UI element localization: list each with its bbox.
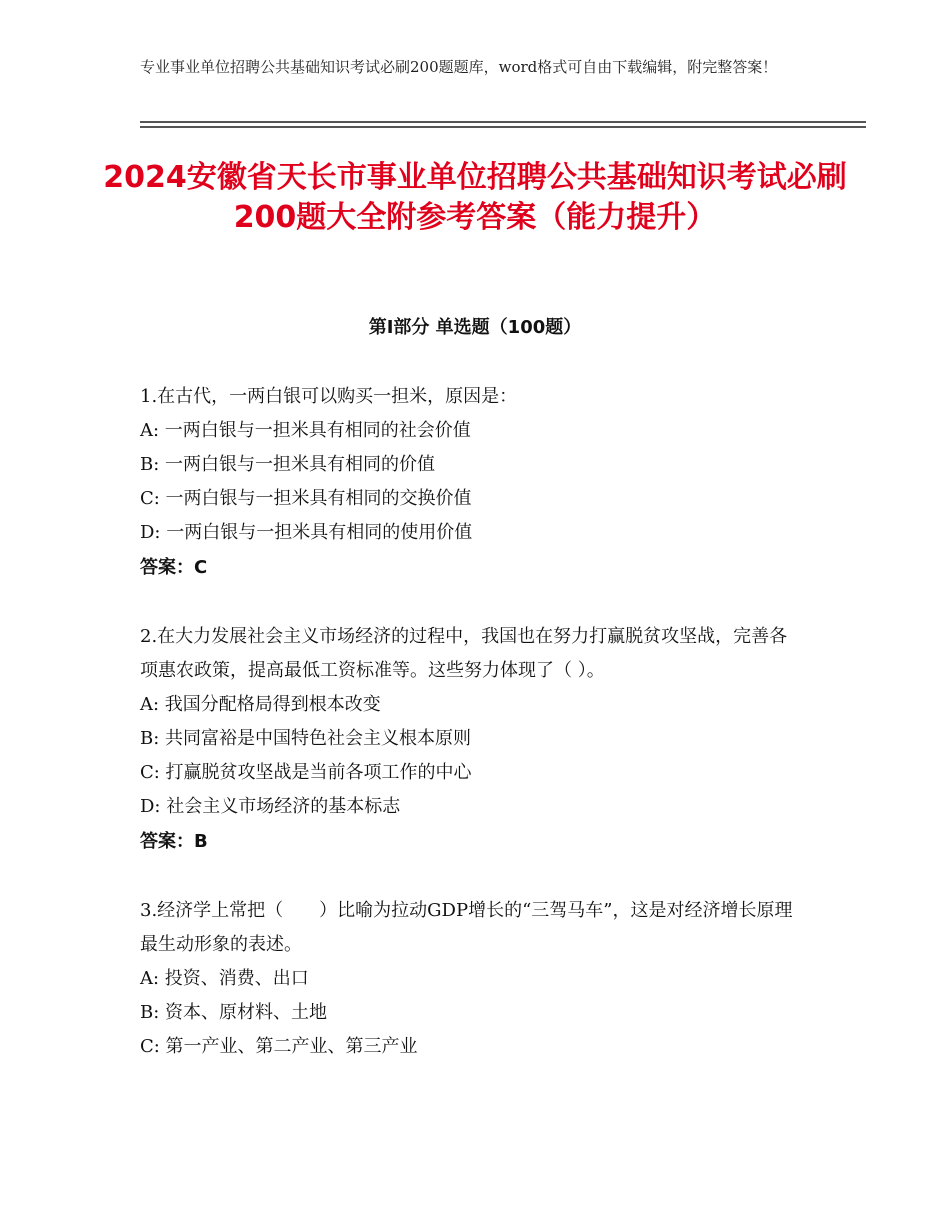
question-1 (140, 380, 800, 586)
answer-line: 答案：B (140, 831, 208, 852)
question-stem: 3.经济学上常把（ ）比喻为拉动GDP增长的“三驾马车”，这是对经济增长原理最生动形象的表述。 (140, 900, 793, 955)
question-stem: 2.在大力发展社会主义市场经济的过程中，我国也在努力打赢脱贫攻坚战，完善各项惠农政策，提高最低工资标准等。这些努力体现了（ ）。 (140, 626, 788, 681)
option-d: D: 一两白银与一担米具有相同的使用价值 (140, 522, 473, 543)
header-divider (140, 121, 866, 128)
option-c: C: 打赢脱贫攻坚战是当前各项工作的中心 (140, 762, 472, 783)
option-c: C: 一两白银与一担米具有相同的交换价值 (140, 488, 472, 509)
question-3 (140, 894, 800, 1064)
option-b: B: 共同富裕是中国特色社会主义根本原则 (140, 728, 472, 749)
question-stem: 1.在古代，一两白银可以购买一担米，原因是： (140, 386, 518, 407)
question-list (140, 380, 800, 1098)
option-a: A: 投资、消费、出口 (140, 968, 309, 989)
option-a: A: 一两白银与一担米具有相同的社会价值 (140, 420, 471, 441)
option-c: C: 第一产业、第二产业、第三产业 (140, 1036, 418, 1057)
option-a: A: 我国分配格局得到根本改变 (140, 694, 381, 715)
document-title: 2024安徽省天长市事业单位招聘公共基础知识考试必刷200题大全附参考答案（能力提升） (103, 160, 847, 235)
option-d: D: 社会主义市场经济的基本标志 (140, 796, 401, 817)
answer-line: 答案：C (140, 557, 208, 578)
option-b: B: 资本、原材料、土地 (140, 1002, 328, 1023)
option-b: B: 一两白银与一担米具有相同的价值 (140, 454, 436, 475)
header-note: 专业事业单位招聘公共基础知识考试必刷200题题库，word格式可自由下载编辑，附完整答案！ (140, 58, 778, 76)
question-2 (140, 620, 800, 860)
section-heading: 第Ⅰ部分 单选题（100题） (368, 317, 582, 338)
